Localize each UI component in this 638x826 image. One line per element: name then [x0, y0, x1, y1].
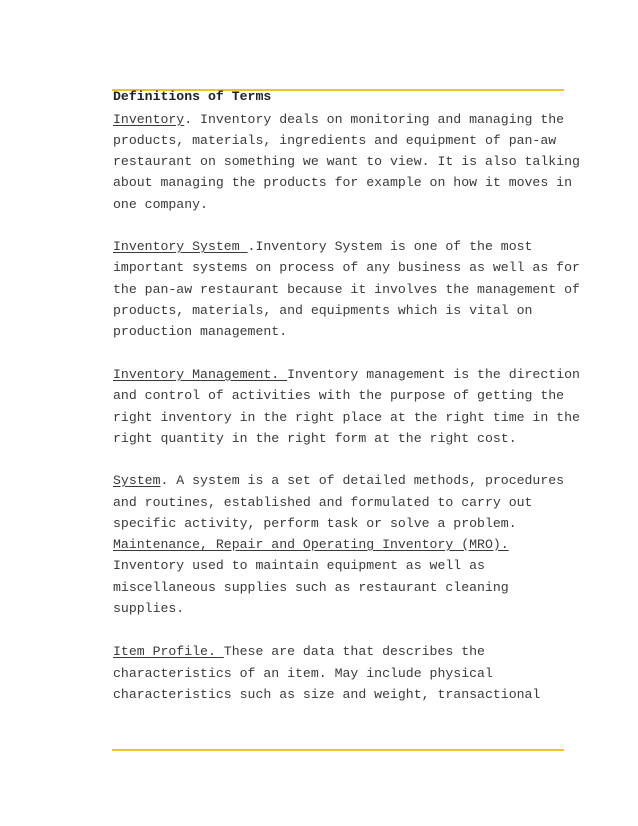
text-line [113, 175, 572, 191]
text-line [113, 431, 517, 447]
definition-text: characteristics such as size and weight, transactional [113, 687, 541, 702]
section-heading: Definitions of Terms [113, 89, 272, 104]
text-line [113, 112, 564, 128]
term-label: Inventory Management. [113, 367, 288, 382]
definition-text: about managing the products for example on how it moves in [113, 175, 572, 190]
text-line [113, 410, 580, 426]
definition-text: .Inventory System is one of the most [247, 239, 533, 254]
definition-text: . Inventory deals on monitoring and managing the [184, 112, 565, 127]
definition-text: Inventory management is the direction [287, 367, 580, 382]
text-line [113, 644, 485, 660]
definition-text: important systems on process of any business as well as for [113, 260, 580, 275]
text-line [113, 666, 493, 682]
text-line [113, 687, 540, 703]
term-label: Inventory System [113, 239, 248, 254]
footer-rule [112, 749, 564, 751]
text-line [113, 473, 564, 489]
definition-text: restaurant on something we want to view. It is also talking [113, 154, 580, 169]
definition-text: These are data that describes the [223, 644, 485, 659]
definition-text: products, materials, ingredients and equipment of pan-aw [113, 133, 557, 148]
text-line [113, 601, 184, 617]
text-line [113, 558, 485, 574]
term-label: Inventory [113, 112, 185, 127]
text-line [113, 537, 509, 553]
term-label: Item Profile. [113, 644, 224, 659]
text-line [113, 495, 532, 511]
definition-text: specific activity, perform task or solve a problem. [113, 516, 517, 531]
definition-text: products, materials, and equipments which is vital on [113, 303, 533, 318]
definition-text: and control of activities with the purpose of getting the [113, 388, 565, 403]
text-line [113, 133, 556, 149]
text-line [113, 580, 509, 596]
definition-text: supplies. [113, 601, 185, 616]
text-line [113, 303, 532, 319]
definition-text: right inventory in the right place at the right time in the [113, 410, 580, 425]
definition-text: production management. [113, 324, 288, 339]
term-label: Maintenance, Repair and Operating Inventory (MRO). [113, 537, 509, 552]
definition-text: one company. [113, 197, 208, 212]
text-line [113, 324, 287, 340]
definition-text: . A system is a set of detailed methods, procedures [160, 473, 565, 488]
definition-text: and routines, established and formulated to carry out [113, 495, 533, 510]
text-line [113, 282, 580, 298]
text-line [113, 367, 580, 383]
definition-text: Inventory used to maintain equipment as well as [113, 558, 485, 573]
definition-text: miscellaneous supplies such as restaurant cleaning [113, 580, 509, 595]
definition-text: the pan-aw restaurant because it involves the management of [113, 282, 580, 297]
text-line [113, 239, 532, 255]
definition-text: right quantity in the right form at the right cost. [113, 431, 517, 446]
text-line [113, 197, 208, 213]
text-line [113, 260, 580, 276]
text-line [113, 154, 580, 170]
term-label: System [113, 473, 161, 488]
text-line [113, 388, 564, 404]
text-line [113, 516, 517, 532]
definition-text: characteristics of an item. May include physical [113, 666, 493, 681]
